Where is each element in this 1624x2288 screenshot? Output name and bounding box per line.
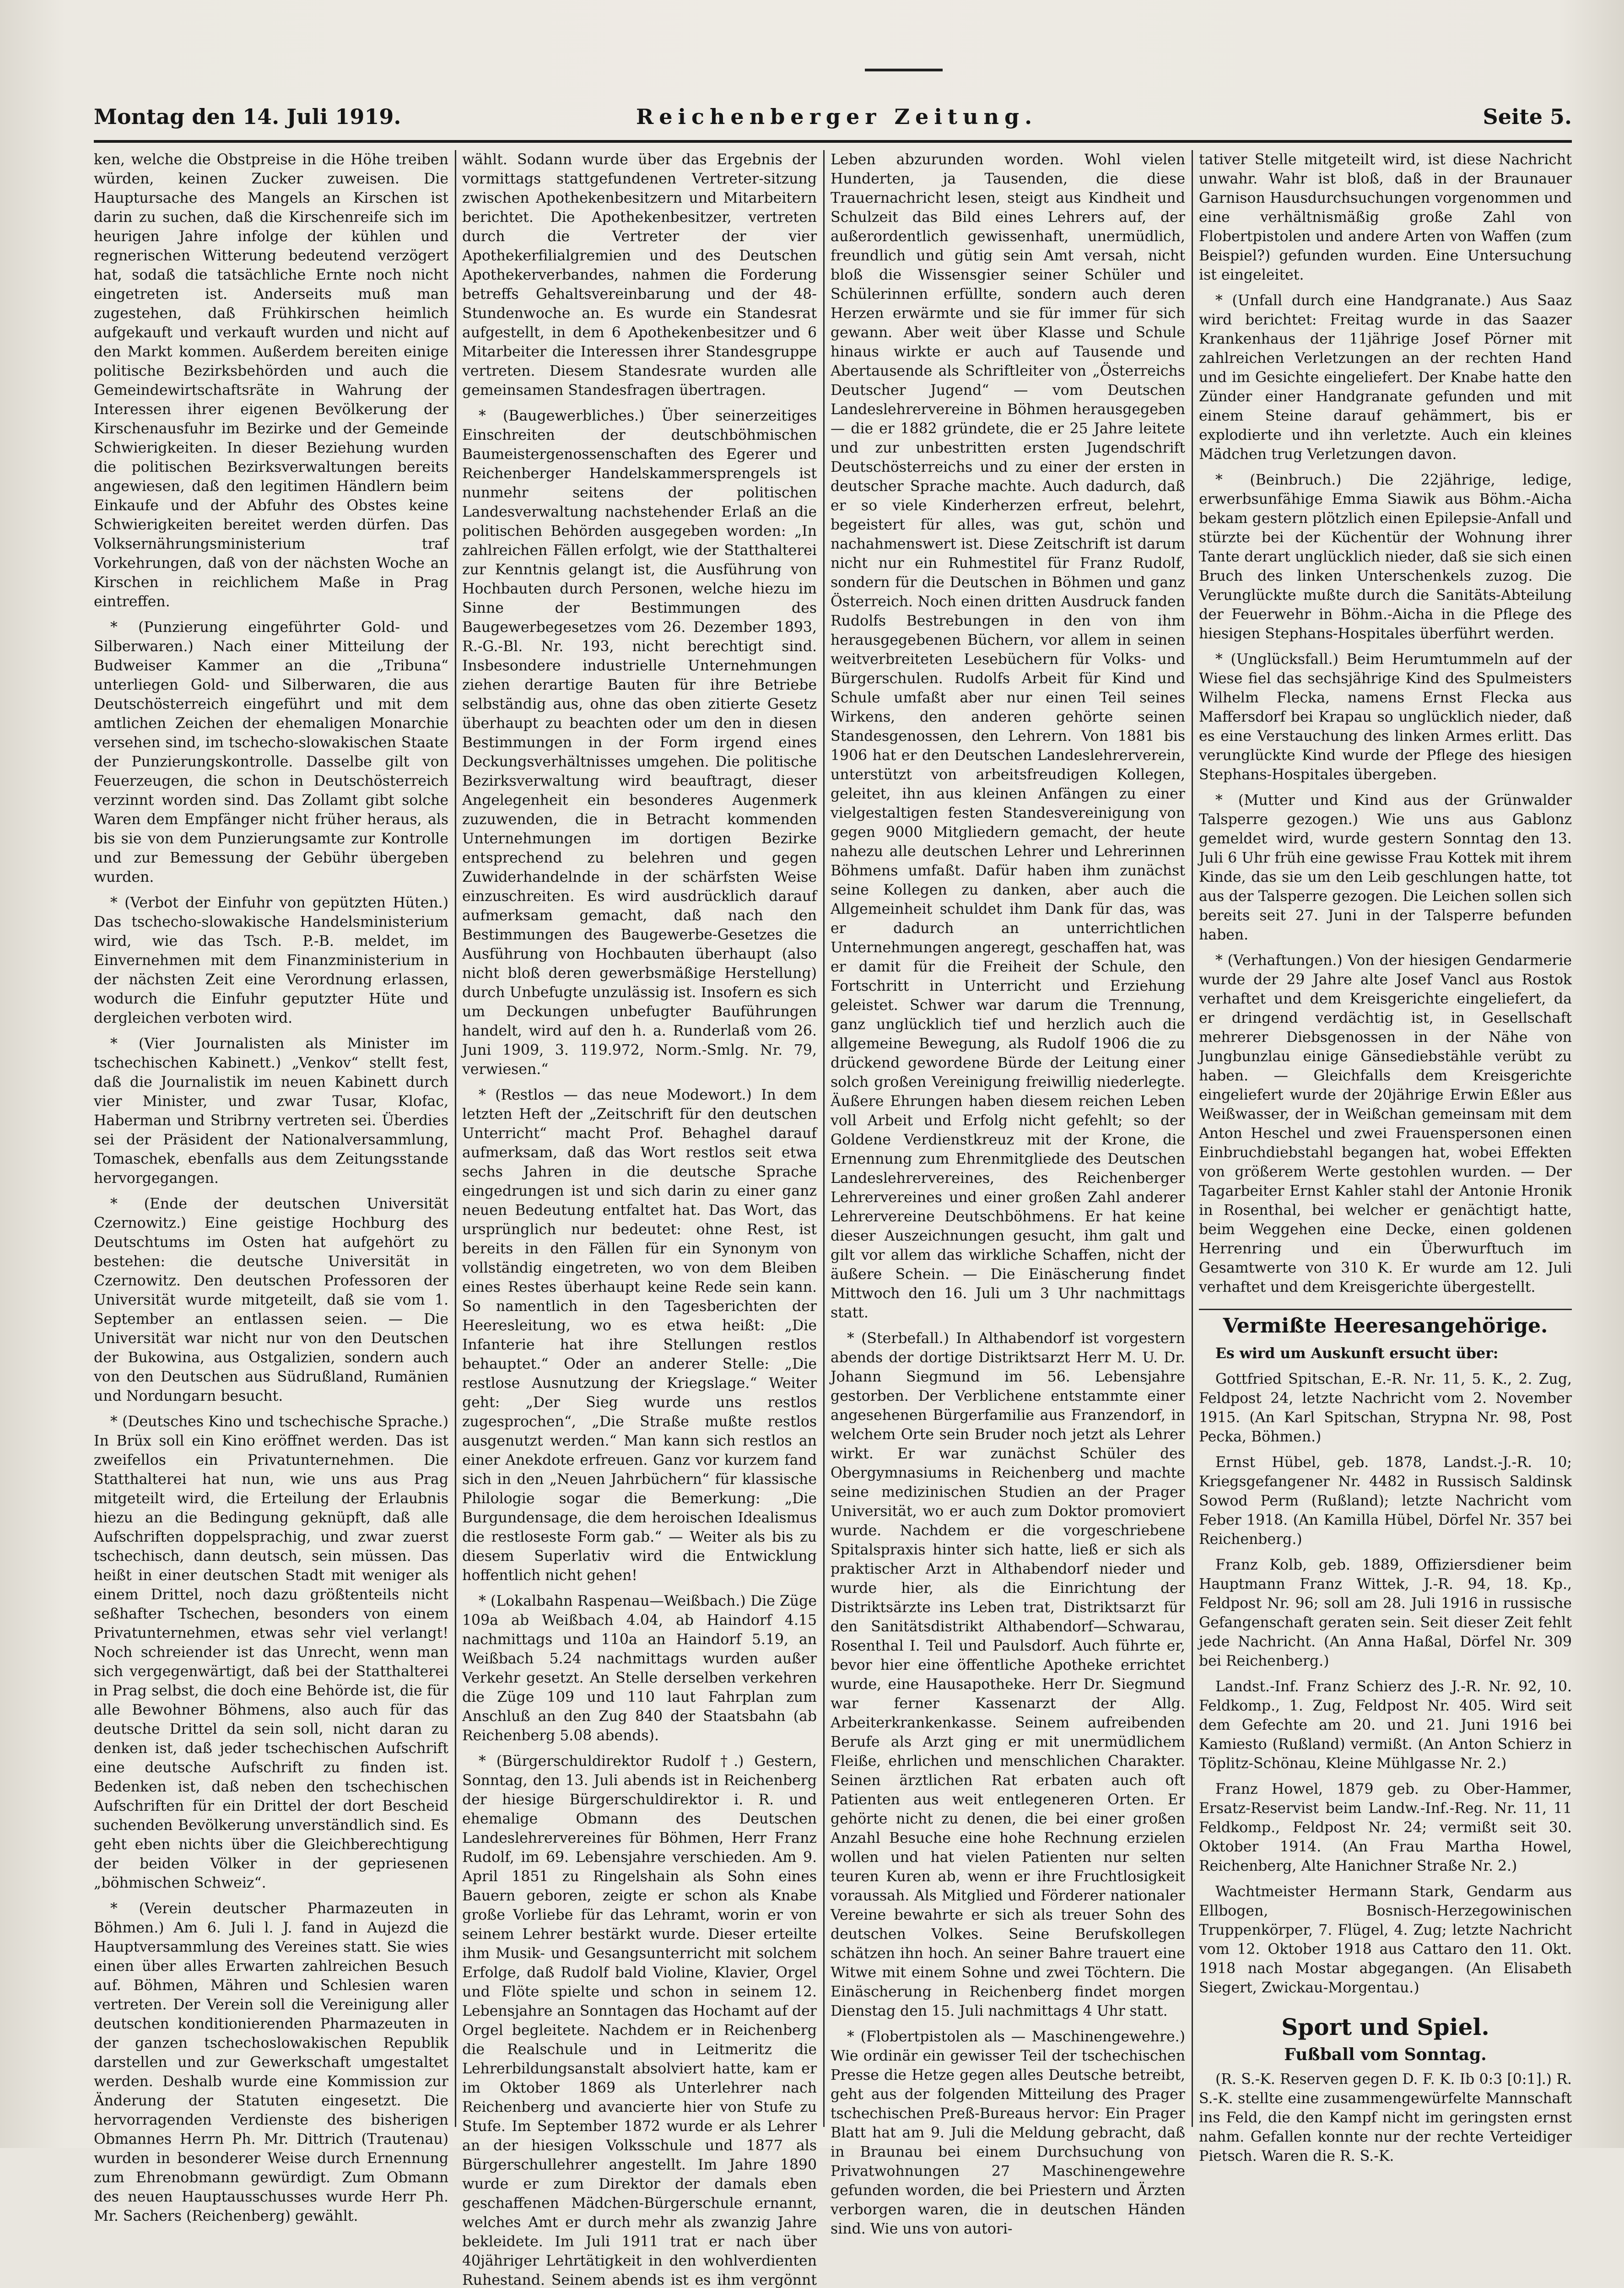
article-paragraph: * (Baugewerbliches.) Über seinerzeitiges Einschreiten der deutschböhmischen Baumeistergenossenschaften des Egerer und Reichenberger Handelskammersprengels ist nunmehr seitens der politischen Landesverwaltung nachstehender Erlaß an die politischen Behörden ausgegeben worden: „In zahlreichen Fällen erfolgt, wie der Statthalterei zur Kenntnis gelangt ist, die Ausführung von Hochbauten durch Personen, welche hiezu im Sinne der Bestimmungen des Baugewerbegesetzes vom 26. Dezember 1893, R.-G.-Bl. Nr. 193, nicht berechtigt sind. Insbesondere industrielle Unternehmungen ziehen derartige Bauten für ihre Betriebe selbständig aus, ohne das oben zitierte Gesetz überhaupt zu beachten oder um den in diesen Bestimmungen in der Form irgend eines Deckungsverhältnisses umgehen. Die politische Bezirksverwaltung wird beauftragt, dieser Angelegenheit ein besonderes Augenmerk zuzuwenden, die in Betracht kommenden Unternehmungen im dortigen Bezirke entsprechend zu belehren und gegen Zuwiderhandelnde in der schärfsten Weise einzuschreiten. Es wird ausdrücklich darauf aufmerksam gemacht, daß nach den Bestimmungen des Baugewerbe-Gesetzes die Ausführung von Hochbauten überhaupt (also nicht bloß deren gewerbsmäßige Herstellung) durch Unbefugte unzulässig ist. Insofern es sich um Deckungen unbefugter Bauführungen handelt, wird auf den h. a. Runderlaß vom 26. Juni 1909, 3. 119.972, Norm.-Smlg. Nr. 79, verwiesen.“	[462, 408, 817, 1078]
column-divider	[1192, 150, 1193, 2127]
page-number: Seite 5.	[1483, 104, 1572, 129]
article-paragraph: * (Deutsches Kino und tschechische Sprache.) In Brüx soll ein Kino eröffnet werden. Das ist zweifellos ein Privatunternehmen. Die Statthalterei hat nun, wie uns aus Prag mitgeteilt wird, die Erteilung der Erlaubnis hiezu an die Bedingung geknüpft, daß alle Aufschriften doppelsprachig, und zwar zuerst tschechisch, dann deutsch, sein müssen. Das heißt in einer deutschen Stadt mit weniger als einem Drittel, noch dazu größtenteils nicht seßhafter Tschechen, besonders von einem Privatunternehmen, etwas sehr viel verlangt! Noch schreiender ist das Unrecht, wenn man sich vergegenwärtigt, daß bei der Statthalterei in Prag selbst, die doch eine Behörde ist, die für alle Bewohner Böhmens, also auch für das deutsche Drittel da sein soll, nicht daran zu denken ist, daß jeder tschechischen Aufschrift eine deutsche Aufschrift zu finden ist. Bedenken ist, daß neben den tschechischen Aufschriften für ein Drittel der dort Bescheid suchenden Bevölkerung unverständlich sind. Es geht eben nichts über die Gleichberechtigung der beiden Völker in der gepriesenen „böhmischen Schweiz“.	[94, 1414, 448, 1891]
column-2	[462, 150, 817, 2288]
section-title: Vermißte Heeresangehörige.	[1199, 1309, 1572, 1336]
article-paragraph: * (Sterbefall.) In Althabendorf ist vorgestern abends der dortige Distriktsarzt Herr M. U. Dr. Johann Siegmund im 56. Lebensjahre gestorben. Der Verblichene entstammte einer angesehenen Bürgerfamilie aus Franzendorf, in welchem Orte sein Bruder noch jetzt als Lehrer wirkt. Er war zunächst Schüler des Obergymnasiums in Reichenberg und machte seine medizinischen Studien an der Prager Universität, wo er auch zum Doktor promoviert wurde. Nachdem er die vorgeschriebene Spitalspraxis hinter sich hatte, ließ er sich als praktischer Arzt in Althabendorf nieder und wurde hier, als die Einrichtung der Distriktsärzte ins Leben trat, Distriktsarzt für den Sanitätsdistrikt Althabendorf—Schwarau, Rosenthal I. Teil und Paulsdorf. Auch führte er, bevor hier eine öffentliche Apotheke errichtet wurde, eine Hausapotheke. Herr Dr. Siegmund war ferner Kassenarzt der Allg. Arbeiterkrankenkasse. Seinem aufreibenden Berufe als Arzt ging er mit unermüdlichem Fleiße, ehrlichen und menschlichen Charakter. Seinen ärztlichen Rat erbaten auch oft Patienten aus weit entlegeneren Orten. Er gehörte nicht zu denen, die bei einer großen Anzahl Besuche eine hohe Rechnung erzielen wollen und hat vielen Patienten nur selten teuren Kuren ab, wenn er ihre Fruchtlosigkeit voraussah. Als Mitglied und Förderer nationaler Vereine bewahrte er sich als treuer Sohn des deutschen Volkes. Seine Berufskollegen schätzen ihn hoch. An seiner Bahre trauert eine Witwe mit einem Sohne und zwei Töchtern. Die Einäscherung in Reichenberg findet morgen Dienstag den 15. Juli nachmittags 4 Uhr statt.	[831, 1330, 1185, 2019]
article-paragraph: * (Verein deutscher Pharmazeuten in Böhmen.) Am 6. Juli l. J. fand in Aujezd die Hauptversammlung des Vereines statt. Sie wies einen über alles Erwarten zahlreichen Besuch auf. Böhmen, Mähren und Schlesien waren vertreten. Der Verein soll die Vereinigung aller deutschen konditionierenden Pharmazeuten in der ganzen tschechoslowakischen Republik darstellen und zur Gewerkschaft umgestaltet werden. Deshalb wurde eine Kommission zur Änderung der Statuten eingesetzt. Die hervorragenden Verdienste des bisherigen Obmannes Herrn Ph. Mr. Dittrich (Trautenau) wurden in besonderer Weise durch Ernennung zum Ehrenobmann gewürdigt. Zum Obmann des neuen Hauptausschusses wurde Herr Ph. Mr. Sachers (Reichenberg) gewählt.	[94, 1900, 448, 2224]
article-paragraph: * (Ende der deutschen Universität Czernowitz.) Eine geistige Hochburg des Deutschtums im Osten hat aufgehört zu bestehen: die deutsche Universität in Czernowitz. Den deutschen Professoren der Universität wurde mitgeteilt, daß sie vom 1. September an entlassen seien. — Die Universität war nicht nur von den Deutschen der Bukowina, aus Ostgalizien, sondern auch von den Deutschen aus Südrußland, Rumänien und Nordungarn besucht.	[94, 1196, 448, 1404]
article-paragraph: * (Lokalbahn Raspenau—Weißbach.) Die Züge 109a ab Weißbach 4.04, ab Haindorf 4.15 nachmittags und 110a an Haindorf 5.19, an Weißbach 5.24 nachmittags wurden außer Verkehr gesetzt. An Stelle derselben verkehren die Züge 109 und 110 laut Fahrplan zum Anschluß an den Zug 840 der Staatsbahn (ab Reichenberg 5.08 abends).	[462, 1593, 817, 1744]
article-paragraph: * (Verhaftungen.) Von der hiesigen Gendarmerie wurde der 29 Jahre alte Josef Vancl aus Rostok verhaftet und dem Kreisgerichte eingeliefert, da er dringend verdächtig ist, in Gesellschaft mehrerer Diebsgenossen in der Nähe von Jungbunzlau einige Gänsediebstähle verübt zu haben. — Gleichfalls dem Kreisgerichte eingeliefert wurde der 20jährige Erwin Eßler aus Weißwasser, der in Weißchan gemeinsam mit dem Anton Heschel und zwei Frauenspersonen einen Einbruchdiebstahl begangen hat, wobei Effekten von größerem Werte gestohlen wurden. — Der Tagarbeiter Ernst Kahler stahl der Antonie Hronik in Rosenthal, bei welcher er genächtigt hatte, beim Weggehen eine Decke, einen goldenen Herrenring und ein Überwurftuch im Gesamtwerte von 310 K. Er wurde am 12. Juli verhaftet und dem Kreisgerichte übergestellt.	[1199, 952, 1572, 1295]
article-paragraph: * (Unfall durch eine Handgranate.) Aus Saaz wird berichtet: Freitag wurde in das Saazer Krankenhaus der 11jährige Josef Pörner mit zahlreichen Verletzungen an der rechten Hand und im Gesichte eingeliefert. Der Knabe hatte den Zünder einer Handgranate gefunden und mit einem Steine darauf gehämmert, bis er explodierte und ihn verletzte. Auch ein kleines Mädchen trug Verletzungen davon.	[1199, 292, 1572, 463]
article-paragraph: * (Bürgerschuldirektor Rudolf †.) Gestern, Sonntag, den 13. Juli abends ist in Reichenberg der hiesige Bürgerschuldirektor i. R. und ehemalige Obmann des Deutschen Landeslehrervereines für Böhmen, Herr Franz Rudolf, im 69. Lebensjahre verschieden. Am 9. April 1851 zu Ringelshain als Sohn eines Bauern geboren, zeigte er schon als Knabe große Vorliebe für das Lehramt, worin er von seinem Lehrer bestärkt wurde. Dieser erteilte ihm Musik- und Gesangsunterricht mit solchem Erfolge, daß Rudolf bald Violine, Klavier, Orgel und Flöte spielte und schon in seinem 12. Lebensjahre an Sonntagen das Hochamt auf der Orgel begleitete. Nachdem er in Reichenberg die Realschule und in Leitmeritz die Lehrerbildungsanstalt absolviert hatte, kam er im Oktober 1869 als Unterlehrer nach Reichenberg und avancierte hier von Stufe zu Stufe. Im September 1872 wurde er als Lehrer an der hiesigen Volksschule und 1877 als Bürgerschullehrer angestellt. Im Jahre 1890 wurde er zum Direktor der damals eben geschaffenen Mädchen-Bürgerschule ernannt, welches Amt er durch mehr als zwanzig Jahre bekleidete. Im Juli 1911 trat er nach über 40jähriger Lehrtätigkeit in den wohlverdienten Ruhestand. Seinem abends ist es ihm vergönnt	[462, 1753, 817, 2288]
top-ornament-rule	[865, 69, 943, 71]
article-paragraph: * (Restlos — das neue Modewort.) In dem letzten Heft der „Zeitschrift für den deutschen Unterricht“ macht Prof. Behaghel darauf aufmerksam, daß das Wort restlos seit etwa sechs Jahren in die deutsche Sprache eingedrungen ist und sich darin zu einer ganz neuen Bedeutung entfaltet hat. Das Wort, das ursprünglich nur bedeutet: ohne Rest, ist bereits in den Fällen für ein Synonym von vollständig eingetreten, wo von dem Bleiben eines Restes überhaupt keine Rede sein kann. So namentlich in den Tagesberichten der Heeresleitung, wo es etwa heißt: „Die Infanterie hat ihre Stellungen restlos behauptet.“ Oder an anderer Stelle: „Die restlose Ausnutzung der Kriegslage.“ Weiter geht: „Der Sieg wurde uns restlos zugesprochen“, „Die Straße mußte restlos ausgenutzt werden.“ Man kann sich restlos an einer Anekdote erfreuen. Ganz vor kurzem fand sich in den „Neuen Jahrbüchern“ für klassische Philologie sogar die Bemerkung: „Die Burgundensage, die dem heroischen Idealismus die restloseste Form gab.“ — Weiter als bis zu diesem Superlativ wird die Entwicklung hoffentlich nicht gehen!	[462, 1087, 817, 1584]
article-paragraph: wählt. Sodann wurde über das Ergebnis der vormittags stattgefundenen Vertreter-sitzung zwischen Apothekenbesitzern und Mitarbeitern berichtet. Die Apothekenbesitzer, vertreten durch die Vertreter der vier Apothekerfilialgremien und des Deutschen Apothekerverbandes, nahmen die Forderung betreffs Gehaltsvereinbarung und der 48-Stundenwoche an. Es wurde ein Standesrat aufgestellt, in dem 6 Apothekenbesitzer und 6 Mitarbeiter die Interessen ihrer Standesgruppe vertreten. Diesem Standesrate wurden alle gemeinsamen Standesfragen übertragen.	[462, 151, 817, 399]
article-paragraph: tativer Stelle mitgeteilt wird, ist diese Nachricht unwahr. Wahr ist bloß, daß in der Braunauer Garnison Hausdurchsuchungen vorgenommen und eine verhältnismäßig große Zahl von Flobertpistolen und andere Arten von Waffen (zum Beispiel?) gefunden wurden. Eine Untersuchung ist eingeleitet.	[1199, 151, 1572, 283]
newspaper-name: Reichenberger Zeitung.	[636, 104, 1038, 129]
article-paragraph: (R. S.-K. Reserven gegen D. F. K. Ib 0:3 [0:1].) R. S.-K. stellte eine zusammengewürfelte Mannschaft ins Feld, die den Kampf nicht im geringsten ernst nahm. Gefallen konnte nur der rechte Verteidiger Pietsch. Waren die R. S.-K.	[1199, 2071, 1572, 2164]
column-divider	[823, 150, 825, 2127]
article-paragraph: Landst.-Inf. Franz Schierz des J.-R. Nr. 92, 10. Feldkomp., 1. Zug, Feldpost Nr. 405. Wird seit dem Gefechte am 20. und 21. Juni 1916 bei Kamiesto (Rußland) vermißt. (An Anton Schierz in Töplitz-Schönau, Kleine Mühlgasse Nr. 2.)	[1199, 1678, 1572, 1772]
column-1	[94, 150, 448, 2224]
column-3	[831, 150, 1185, 2237]
article-paragraph: Wachtmeister Hermann Stark, Gendarm aus Ellbogen, Bosnisch-Herzegowinischen Truppenkörper, 7. Flügel, 4. Zug; letzte Nachricht vom 12. Oktober 1918 aus Cattaro den 11. Okt. 1918 nach Mostar abgegangen. (An Elisabeth Siegert, Zwickau-Morgentau.)	[1199, 1883, 1572, 1996]
article-paragraph: * (Beinbruch.) Die 22jährige, ledige, erwerbsunfähige Emma Siawik aus Böhm.-Aicha bekam gestern plötzlich einen Epilepsie-Anfall und stürzte bei der Küchentür der Wohnung ihrer Tante derart unglücklich nieder, daß sie sich einen Bruch des linken Unterschenkels zuzog. Die Verunglückte mußte durch die Sanitäts-Abteilung der Feuerwehr in Böhm.-Aicha in die Pflege des hiesigen Stephans-Hospitales überführt werden.	[1199, 472, 1572, 642]
article-paragraph: Gottfried Spitschan, E.-R. Nr. 11, 5. K., 2. Zug, Feldpost 24, letzte Nachricht vom 2. November 1915. (An Karl Spitschan, Strypna Nr. 98, Post Pecka, Böhmen.)	[1199, 1371, 1572, 1445]
article-paragraph: * (Punzierung eingeführter Gold- und Silberwaren.) Nach einer Mitteilung der Budweiser Kammer an die „Tribuna“ unterliegen Gold- und Silberwaren, die aus Deutschösterreich eingeführt und mit dem amtlichen Zeichen der ehemaligen Monarchie versehen sind, im tschecho-slowakischen Staate der Punzierungskontrolle. Dasselbe gilt von Feuerzeugen, die schon in Deutschösterreich verzinnt worden sind. Das Zollamt gibt solche Waren dem Empfänger nicht früher heraus, als bis sie von dem Punzierungsamte zur Kontrolle und zur Bemessung der Gebühr übergeben wurden.	[94, 619, 448, 885]
article-paragraph: * (Mutter und Kind aus der Grünwalder Talsperre gezogen.) Wie uns aus Gablonz gemeldet wird, wurde gestern Sonntag den 13. Juli 6 Uhr früh eine gewisse Frau Kottek mit ihrem Kinde, das sie um den Leib geschlungen hatte, tot aus der Talsperre gezogen. Die Leichen sollen sich bereits seit 27. Juni in der Talsperre befunden haben.	[1199, 792, 1572, 943]
masthead	[94, 104, 1572, 132]
article-paragraph: * (Verbot der Einfuhr von gepützten Hüten.) Das tschecho-slowakische Handelsministerium wird, wie das Tsch. P.-B. meldet, im Einvernehmen mit dem Finanzministerium in der nächsten Zeit eine Verordnung erlassen, wodurch die Einfuhr geputzter Hüte und dergleichen verboten wird.	[94, 895, 448, 1026]
article-paragraph: Franz Kolb, geb. 1889, Offiziersdiener beim Hauptmann Franz Wittek, J.-R. 94, 18. Kp., Feldpost Nr. 96; soll am 28. Juli 1916 in russische Gefangenschaft geraten sein. Seit dieser Zeit fehlt jede Nachricht. (An Anna Haßal, Dörfel Nr. 309 bei Reichenberg.)	[1199, 1557, 1572, 1669]
section-intro: Es wird um Auskunft ersucht über:	[1215, 1345, 1499, 1362]
article-paragraph: * (Unglücksfall.) Beim Herumtummeln auf der Wiese fiel das sechsjährige Kind des Spulmeisters Wilhelm Flecka, namens Ernst Flecka aus Maffersdorf bei Krapau so unglücklich nieder, daß es eine Verstauchung des linken Armes erlitt. Das verunglückte Kind wurde der Pflege des hiesigen Stephans-Hospitales übergeben.	[1199, 651, 1572, 783]
article-paragraph: Leben abzurunden worden. Wohl vielen Hunderten, ja Tausenden, die diese Trauernachricht lesen, steigt aus Kindheit und Schulzeit das Bild eines Lehrers auf, der außerordentlich gewissenhaft, unermüdlich, freundlich und gütig sein Amt versah, nicht bloß die Wissensgier seiner Schüler und Schülerinnen erfüllte, sondern auch deren Herzen erwärmte und sie für immer für sich gewann. Aber weit über Klasse und Schule hinaus wirkte er auch auf Tausende und Abertausende als Schriftleiter von „Österreichs Deutscher Jugend“ — vom Deutschen Landeslehrervereine in Böhmen herausgegeben — die er 1882 gründete, die er 25 Jahre leitete und zur unbestritten ersten Jugendschrift Deutschösterreichs und zu einer der ersten in deutscher Sprache machte. Auch dadurch, daß er so viele Kinderherzen erfreut, belehrt, begeistert für alles, was gut, schön und nachahmenswert ist. Diese Zeitschrift ist darum nicht nur ein Ruhmestitel für Franz Rudolf, sondern für die Deutschen in Böhmen und ganz Österreich. Noch einen dritten Ausdruck fanden Rudolfs Bestrebungen in den von ihm herausgegebenen Büchern, vor allem in seinen weitverbreiteten Lesebüchern für Volks- und Bürgerschulen. Rudolfs Arbeit für Kind und Schule umfaßt aber nur einen Teil seines Wirkens, den anderen gehörte seinen Standesgenossen, den Lehrern. Von 1881 bis 1906 hat er den Deutschen Landeslehrerverein, unterstützt von arbeitsfreudigen Kollegen, geleitet, ihn aus kleinen Anfängen zu einer vielgestaltigen festen Standesvereinigung von gegen 9000 Mitgliedern gemacht, der heute nahezu alle deutschen Lehrer und Lehrerinnen Böhmens umfaßt. Dafür haben ihm zunächst seine Kollegen zu danken, aber auch die Allgemeinheit schuldet ihm Dank für das, was er dadurch an unterrichtlichen Unternehmungen angeregt, geschaffen hat, was er damit für die Freiheit der Schule, den Fortschritt in Unterricht und Erziehung geleistet. Schwer war darum die Trennung, ganz unglücklich tief und herzlich auch die allgemeine Bewegung, als Rudolf 1906 die zu drückend gewordene Bürde der Leitung einer solch großen Vereinigung freiwillig niederlegte. Äußere Ehrungen haben diesem reichen Leben voll Arbeit und Erfolg nicht gefehlt; so der Goldene Verdienstkreuz mit der Krone, die Ernennung zum Ehrenmitgliede des Deutschen Landeslehrervereines, des Reichenberger Lehrervereines und einer großen Zahl anderer Lehrervereine Deutschböhmens. Er hat keine dieser Auszeichnungen gesucht, ihm galt und gilt vor allem das wirkliche Schaffen, nicht der äußere Schein. — Die Einäscherung findet Mittwoch den 16. Juli um 3 Uhr nachmittags statt.	[831, 151, 1185, 1321]
column-divider	[455, 150, 456, 2127]
article-paragraph: ken, welche die Obstpreise in die Höhe treiben würden, keinen Zucker zuweisen. Die Hauptursache des Mangels an Kirschen ist darin zu suchen, daß die Kirschenreife sich im heurigen Jahre infolge der kühlen und regnerischen Witterung bedeutend verzögert hat, sodaß die tatsächliche Ernte noch nicht eingetreten ist. Anderseits muß man zugestehen, daß Frühkirschen heimlich aufgekauft und verkauft wurden und nicht auf den Markt kommen. Außerdem bereiten einige politische Bezirksbehörden und auch die Gemeindewirtschaftsräte in Wahrung der Interessen ihrer eigenen Bevölkerung der Kirschenausfuhr im Bezirke und der Gemeinde Schwierigkeiten. In dieser Beziehung wurden die politischen Bezirksverwaltungen bereits angewiesen, daß den legitimen Händlern beim Einkaufe und der Abfuhr des Obstes keine Schwierigkeiten bereitet werden dürfen. Das Volksernährungsministerium traf Vorkehrungen, daß von der nächsten Woche an Kirschen in reichlichem Maße in Prag eintreffen.	[94, 151, 448, 610]
masthead-rule	[94, 140, 1572, 143]
column-4	[1199, 150, 1572, 2164]
section-subtitle: Fußball vom Sonntag.	[1284, 2045, 1487, 2064]
section-title: Sport und Spiel.	[1281, 2013, 1489, 2040]
article-paragraph: Franz Howel, 1879 geb. zu Ober-Hammer, Ersatz-Reservist beim Landw.-Inf.-Reg. Nr. 11, 11 Feldkomp., Feldpost Nr. 24; vermißt seit 30. Oktober 1914. (An Frau Martha Howel, Reichenberg, Alte Hanichner Straße Nr. 2.)	[1199, 1781, 1572, 1874]
article-paragraph: * (Flobertpistolen als — Maschinengewehre.) Wie ordinär ein gewisser Teil der tschechischen Presse die Hetze gegen alles Deutsche betreibt, geht aus der folgenden Mitteilung des Prager tschechischen Preß-Bureaus hervor: Ein Prager Blatt hat am 9. Juli die Meldung gebracht, daß in Braunau bei einem Durchsuchung von Privatwohnungen 27 Maschinengewehre gefunden worden, die bei Priestern und Ärzten verborgen waren, die in deutschen Händen sind. Wie uns von autori-	[831, 2029, 1185, 2237]
article-paragraph: Ernst Hübel, geb. 1878, Landst.-J.-R. 10; Kriegsgefangener Nr. 4482 in Russisch Saldinsk Sowod Perm (Rußland); letzte Nachricht vom Feber 1918. (An Kamilla Hübel, Dörfel Nr. 357 bei Reichenberg.)	[1199, 1454, 1572, 1548]
article-paragraph: * (Vier Journalisten als Minister im tschechischen Kabinett.) „Venkov“ stellt fest, daß die Journalistik im neuen Kabinett durch vier Minister, und zwar Tusar, Klofac, Haberman und Stribrny vertreten sei. Überdies sei der Präsident der Nationalversammlung, Tomaschek, ebenfalls aus dem Zeitungsstande hervorgegangen.	[94, 1036, 448, 1187]
issue-date: Montag den 14. Juli 1919.	[94, 104, 401, 129]
